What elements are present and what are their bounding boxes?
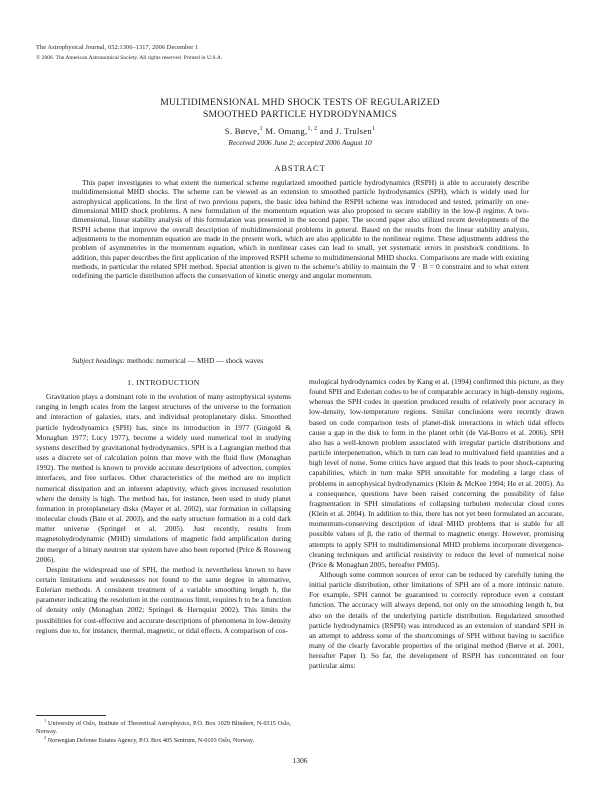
left-column: [36, 372, 291, 636]
intro-paragraph-2-continued: mological hydrodynamics codes by Kang et al. (1994) confirmed this picture, as they found SPH and Eulerian codes to be of comparable accuracy in high-density regions, whereas the SPH codes in question produced results of relatively poor accuracy in low-density, low-temperature regions. Similar conclusions were recently drawn based on code comparison tests of planet-disk interactions in which tidal effects cause a gap in the disk to form in the planet orbit (de Val-Borro et al. 2006). SPH also has a well-known problem associated with irregular particle distributions and particle interpenetration, which in turn can lead to multivalued field quantities and a high level of noise. Some critics have argued that this leads to poor shock-capturing capabilities, which in turn make SPH unsuitable for modeling a large class of problems in astrophysical hydrodynamics (Klein & McKee 1994; He et al. 2005). As a consequence, questions have been raised concerning the possibility of false fragmentation in SPH simulations of collapsing turbulent molecular cloud cores (Klein et al. 2004). In addition to this, there has not yet been formulated an accurate, momentum-conserving description of ideal MHD problems that is stable for all possible values of β, the ratio of thermal to magnetic energy. However, promising attempts to apply SPH to multidimensional MHD problems incorporate divergence-cleaning techniques and artificial resistivity to reduce the level of numerical noise (Price & Monaghan 2005, hereafter PM05).: [309, 377, 564, 569]
footnote-divider: [36, 715, 106, 716]
paper-title: [60, 97, 540, 121]
footnotes: [36, 715, 291, 746]
author-omang: M. Omang,: [262, 126, 308, 136]
footnote-2-text: Norwegian Defense Estates Agency, P.O. Box 405 Sentrum, N-0103 Oslo, Norway.: [46, 737, 255, 745]
copyright-notice: © 2006. The American Astronomical Society. All rights reserved. Printed in U.S.A.: [36, 55, 223, 61]
footnote-1: [36, 717, 291, 736]
footnote-1-mark: 1: [44, 717, 47, 723]
section-heading-introduction: 1. INTRODUCTION: [127, 378, 200, 387]
title-line-2: SMOOTHED PARTICLE HYDRODYNAMICS: [203, 109, 397, 120]
author-borve: S. Børve,: [224, 126, 260, 136]
received-dates: Received 2006 June 2; accepted 2006 August 10: [228, 138, 372, 147]
author-trulsen: and J. Trulsen: [317, 126, 373, 136]
subject-headings: [72, 356, 529, 365]
subject-headings-label: Subject headings:: [72, 356, 126, 365]
footnote-2-mark: 2: [44, 735, 47, 741]
footnote-1-text: University of Oslo, Institute of Theoretical Astrophysics, P.O. Box 1029 Blindern, N-0315 Oslo, Norway.: [36, 720, 291, 736]
title-line-1: MULTIDIMENSIONAL MHD SHOCK TESTS OF REGULARIZED: [160, 97, 440, 108]
abstract-text: This paper investigates to what extent the numerical scheme regularized smoothed particle hydrodynamics (RSPH) is able to accurately describe multidimensional MHD shocks. The scheme can be viewed as an extension to smoothed particle hydrodynamics (SPH), which is widely used for astrophysical applications. In the first of two previous papers, the basic idea behind the RSPH scheme was introduced and tested, primarily on one-dimensional MHD shock problems. A new formulation of the momentum equation was also proposed to secure stability in the low-β regime. A two-dimensional, linear stability analysis of this formulation was presented in the second paper. The second paper also utilized recent developments of the RSPH scheme that improve the overall description of multidimensional problems in general. Based on the results from the linear stability analysis, adjustments to the momentum equation are made in the present work, which are also applicable to the nonlinear regime. These adjustments address the problem of asymmetries in the momentum equation, which in nonlinear cases can lead to small, yet systematic errors in postshock conditions. In addition, this paper describes the first application of the improved RSPH scheme to multidimensional MHD shocks. Comparisons are made with existing methods, in particular the related SPH method. Special attention is given to the scheme’s ability to maintain the ∇ · B = 0 constraint and to what extent redefining the particle distribution affects the conservation of kinetic energy and angular momentum.: [72, 178, 529, 281]
subject-headings-list: methods: numerical — MHD — shock waves: [125, 356, 264, 365]
footnote-2: [36, 737, 291, 745]
intro-paragraph-1: Gravitation plays a dominant role in the evolution of many astrophysical systems ranging in length scales from the largest structures of the universe to the formation and interaction of galaxies, stars, and individual protoplanetary disks. Smoothed particle hydrodynamics (SPH) has, since its introduction in 1977 (Gingold & Monaghan 1977; Lucy 1977), become a widely used numerical tool in studying systems described by gravitational hydrodynamics. SPH is a Lagrangian method that uses a discrete set of calculation points that move with the fluid flow (Monaghan 1992). The method is known to provide accurate descriptions of advection, complex interfaces, and free surfaces. Other characteristics of the method are no implicit numerical dissipation and an inherent adaptivity, which gives increased resolution where the density is high. The method has, for instance, been used to study planet formation in protoplanetary disks (Mayer et al. 2002), star formation in collapsing molecular clouds (Bate et al. 2003), and the early structure formation in a cold dark matter universe (Springel et al. 2005). Just recently, results from magnetohydrodynamic (MHD) simulations of magnetic field amplification during the merger of a binary neutron star system have also been reported (Price & Rosswog 2006).: [36, 392, 291, 564]
abstract-heading: ABSTRACT: [274, 163, 326, 173]
author-omang-affiliation: 1, 2: [307, 126, 318, 133]
page-number: 1306: [292, 756, 308, 765]
author-list: [60, 126, 540, 136]
journal-citation: The Astrophysical Journal, 652:1306–1317, 2006 December 1: [36, 44, 199, 51]
author-trulsen-affiliation: 1: [372, 126, 376, 133]
intro-paragraph-2: Despite the widespread use of SPH, the method is nevertheless known to have certain limitations and weaknesses not found to the same degree in alternative, Eulerian methods. A consistent treatment of a variable smoothing length h, the parameter indicating the resolution in the continuous limit, requires h to be a function of density only (Monaghan 2002; Springel & Hernquist 2002). This limits the possibilities for cost-effective and accurate descriptions of phenomena in low-density regions due to, for instance, thermal, magnetic, or tidal effects. A comparison of cos-: [36, 564, 291, 635]
author-borve-affiliation: 1: [259, 126, 263, 133]
right-column: [309, 377, 564, 672]
intro-paragraph-3: Although some common sources of error can be reduced by carefully tuning the initial particle distribution, other limitations of SPH are of a more intrinsic nature. For example, SPH cannot be guaranteed to correctly reproduce even a constant function. The accuracy will always depend, not only on the smoothing length h, but also on the details of the underlying particle distribution. Regularized smoothed particle hydrodynamics (RSPH) was introduced as an extension of standard SPH in an attempt to address some of the shortcomings of SPH without having to sacrifice many of the clearly favorable properties of the original method (Børve et al. 2001, hereafter Paper I). So far, the development of RSPH has concentrated on four particular aims:: [309, 569, 564, 671]
